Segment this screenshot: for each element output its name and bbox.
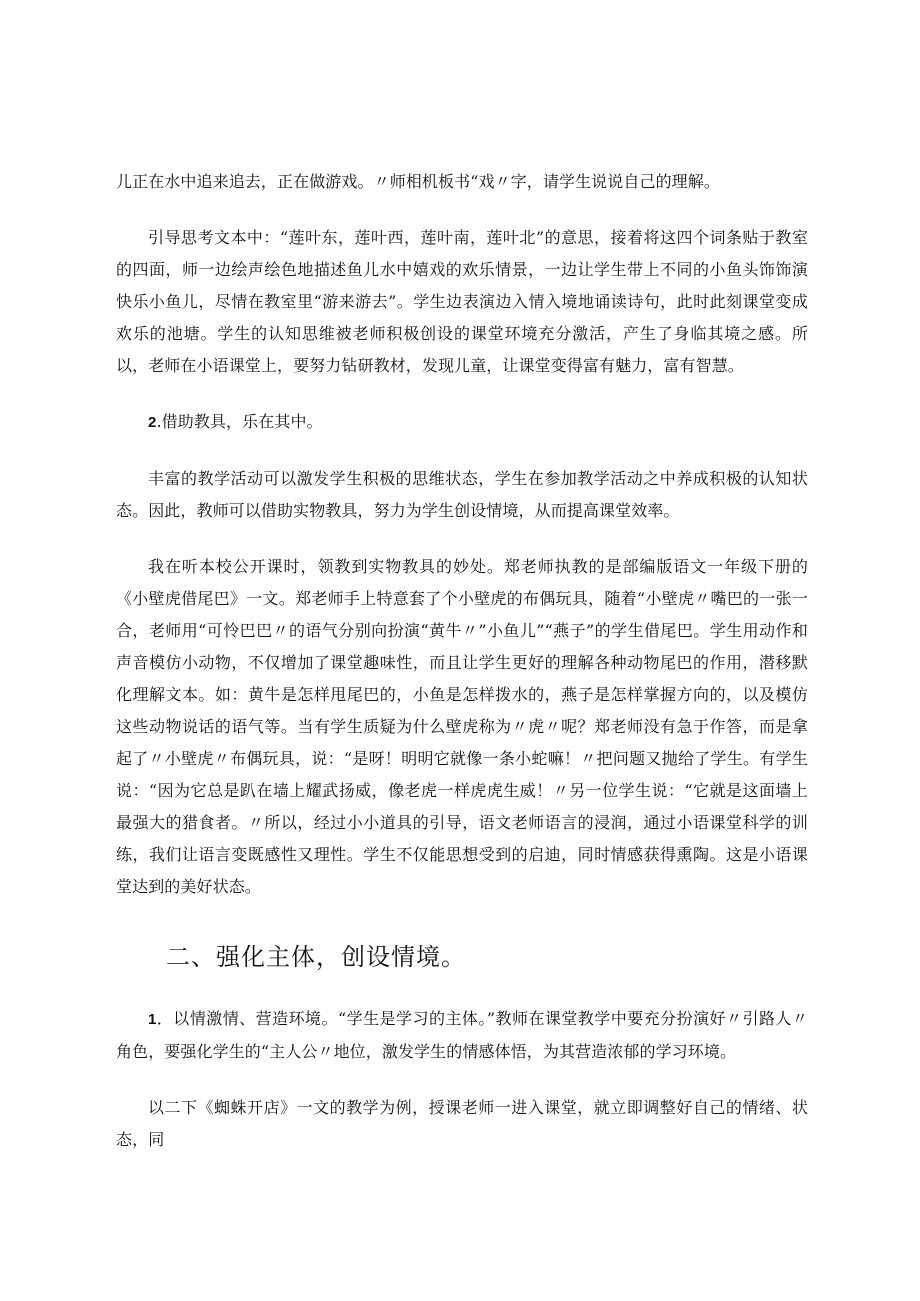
paragraph-emotion-environment xyxy=(116,1003,808,1068)
paragraph-lotus-leaves: 引导思考文本中：“莲叶东，莲叶西，莲叶南，莲叶北”的意思，接着将这四个词条贴于教室的四面，师一边绘声绘色地描述鱼儿水中嬉戏的欢乐情景，一边让学生带上不同的小鱼头饰饰演快乐小鱼儿，尽情在教室里“游来游去”。学生边表演边入情入境地诵读诗句，此时此刻课堂变成欢乐的池塘。学生的认知思维被老师积极创设的课堂环境充分激活，产生了身临其境之感。所以，老师在小语课堂上，要努力钻研教材，发现儿童，让课堂变得富有魅力，富有智慧。 xyxy=(116,228,808,375)
subheading-teaching-aids xyxy=(116,406,808,439)
section-heading: 二、强化主体，创设情境。 xyxy=(166,943,466,971)
paragraph-number: 1 xyxy=(148,1011,157,1028)
paragraph-continuation: 儿正在水中追来追去，正在做游戏。〃师相机板书“戏〃字，请学生说说自己的理解。 xyxy=(116,172,720,191)
paragraph-spider-shop: 以二下《蜘蛛开店》一文的教学为例，授课老师一进入课堂，就立即调整好自己的情绪、状态，同 xyxy=(116,1098,808,1149)
paragraph-teaching-activities: 丰富的教学活动可以激发学生积极的思维状态，学生在参加教学活动之中养成积极的认知状态。因此，教师可以借助实物教具，努力为学生创设情境，从而提高课堂效率。 xyxy=(116,469,808,520)
subheading-number: 2 xyxy=(148,414,157,431)
subheading-text: .借助教具，乐在其中。 xyxy=(156,412,323,431)
paragraph-gecko-lesson: 我在听本校公开课时，领教到实物教具的妙处。郑老师执教的是部编版语文一年级下册的《小壁虎借尾巴》一文。郑老师手上特意套了个小壁虎的布偶玩具，随着“小壁虎〃嘴巴的一张一合，老师用“可怜巴巴〃的语气分别向扮演“黄牛〃”小鱼儿”“燕子”的学生借尾巴。学生用动作和声音模仿小动物，不仅增加了课堂趣味性，而且让学生更好的理解各种动物尾巴的作用，潜移默化理解文本。如：黄牛是怎样甩尾巴的，小鱼是怎样拨水的，燕子是怎样掌握方向的，以及模仿这些动物说话的语气等。当有学生质疑为什么壁虎称为〃虎〃呢？郑老师没有急于作答，而是拿起了〃小壁虎〃布偶玩具，说：“是呀！明明它就像一条小蛇嘛！〃把问题又抛给了学生。有学生说：“因为它总是趴在墙上耀武扬威，像老虎一样虎虎生威！〃另一位学生说：“它就是这面墙上最强大的猎食者。〃所以，经过小小道具的引导，语文老师语言的浸润，通过小语课堂科学的训练，我们让语言变既感性又理性。学生不仅能思想受到的启迪，同时情感获得熏陶。这是小语课堂达到的美好状态。 xyxy=(116,557,808,896)
document-body xyxy=(116,166,808,1156)
paragraph-text: ．以情激情、营造环境。“学生是学习的主体。”教师在课堂教学中要充分扮演好〃引路人〃角色，要强化学生的“主人公〃地位，激发学生的情感体悟，为其营造浓郁的学习环境。 xyxy=(116,1009,808,1061)
